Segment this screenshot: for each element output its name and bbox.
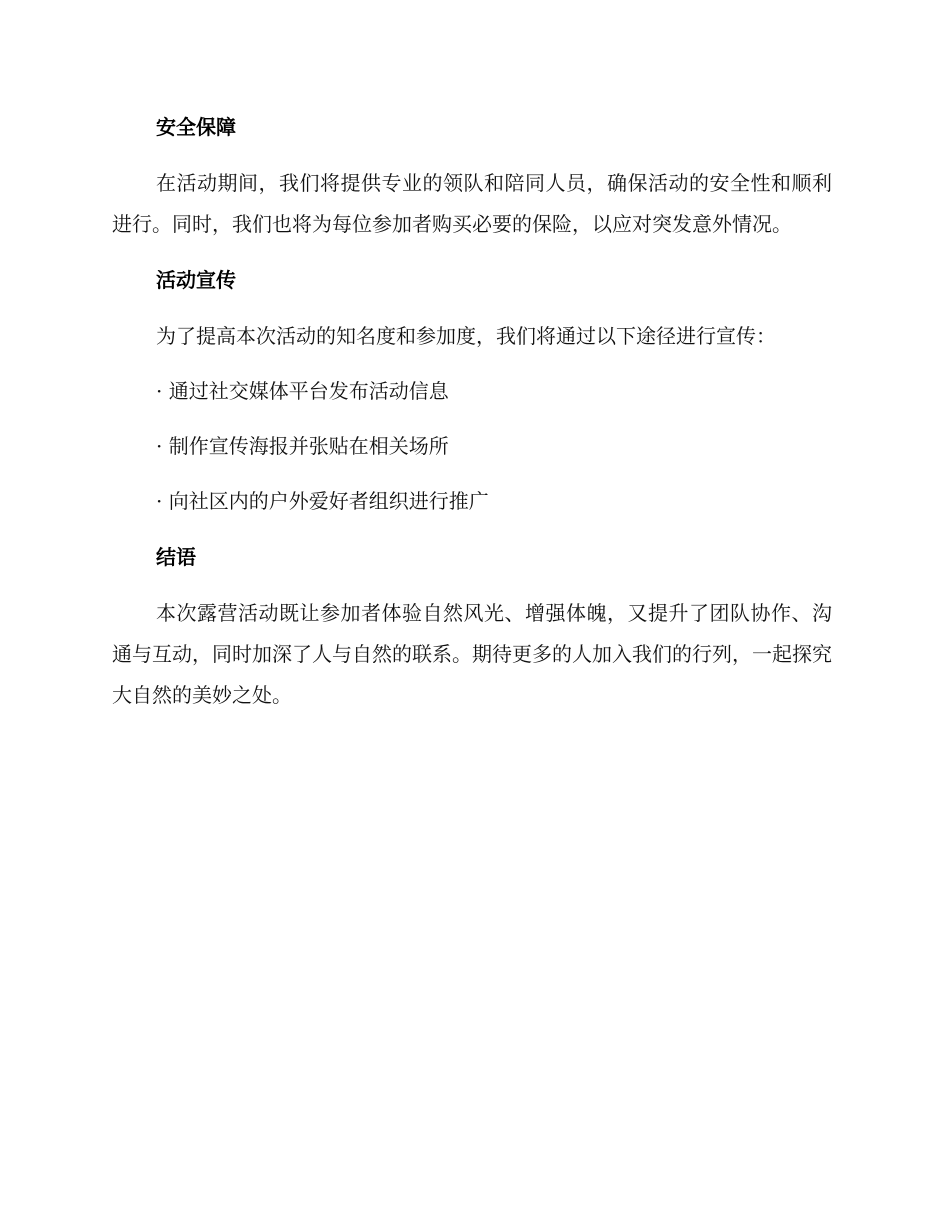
promotion-bullet-item: · 通过社交媒体平台发布活动信息 xyxy=(156,379,449,403)
promotion-bullet-item: · 向社区内的户外爱好者组织进行推广 xyxy=(156,489,489,513)
document-body xyxy=(112,108,832,716)
conclusion-paragraph: 本次露营活动既让参加者体验自然风光、增强体魄，又提升了团队协作、沟通与互动，同时加深了人与自然的联系。期待更多的人加入我们的行列，一起探究大自然的美妙之处。 xyxy=(112,601,832,707)
section-heading-conclusion: 结语 xyxy=(156,545,196,569)
safety-paragraph: 在活动期间，我们将提供专业的领队和陪同人员，确保活动的安全性和顺利进行。同时，我们也将为每位参加者购买必要的保险，以应对突发意外情况。 xyxy=(112,171,832,236)
promotion-paragraph: 为了提高本次活动的知名度和参加度，我们将通过以下途径进行宣传： xyxy=(156,324,776,348)
section-heading-safety: 安全保障 xyxy=(156,115,236,139)
promotion-bullet-item: · 制作宣传海报并张贴在相关场所 xyxy=(156,434,449,458)
section-heading-promotion: 活动宣传 xyxy=(156,268,236,292)
